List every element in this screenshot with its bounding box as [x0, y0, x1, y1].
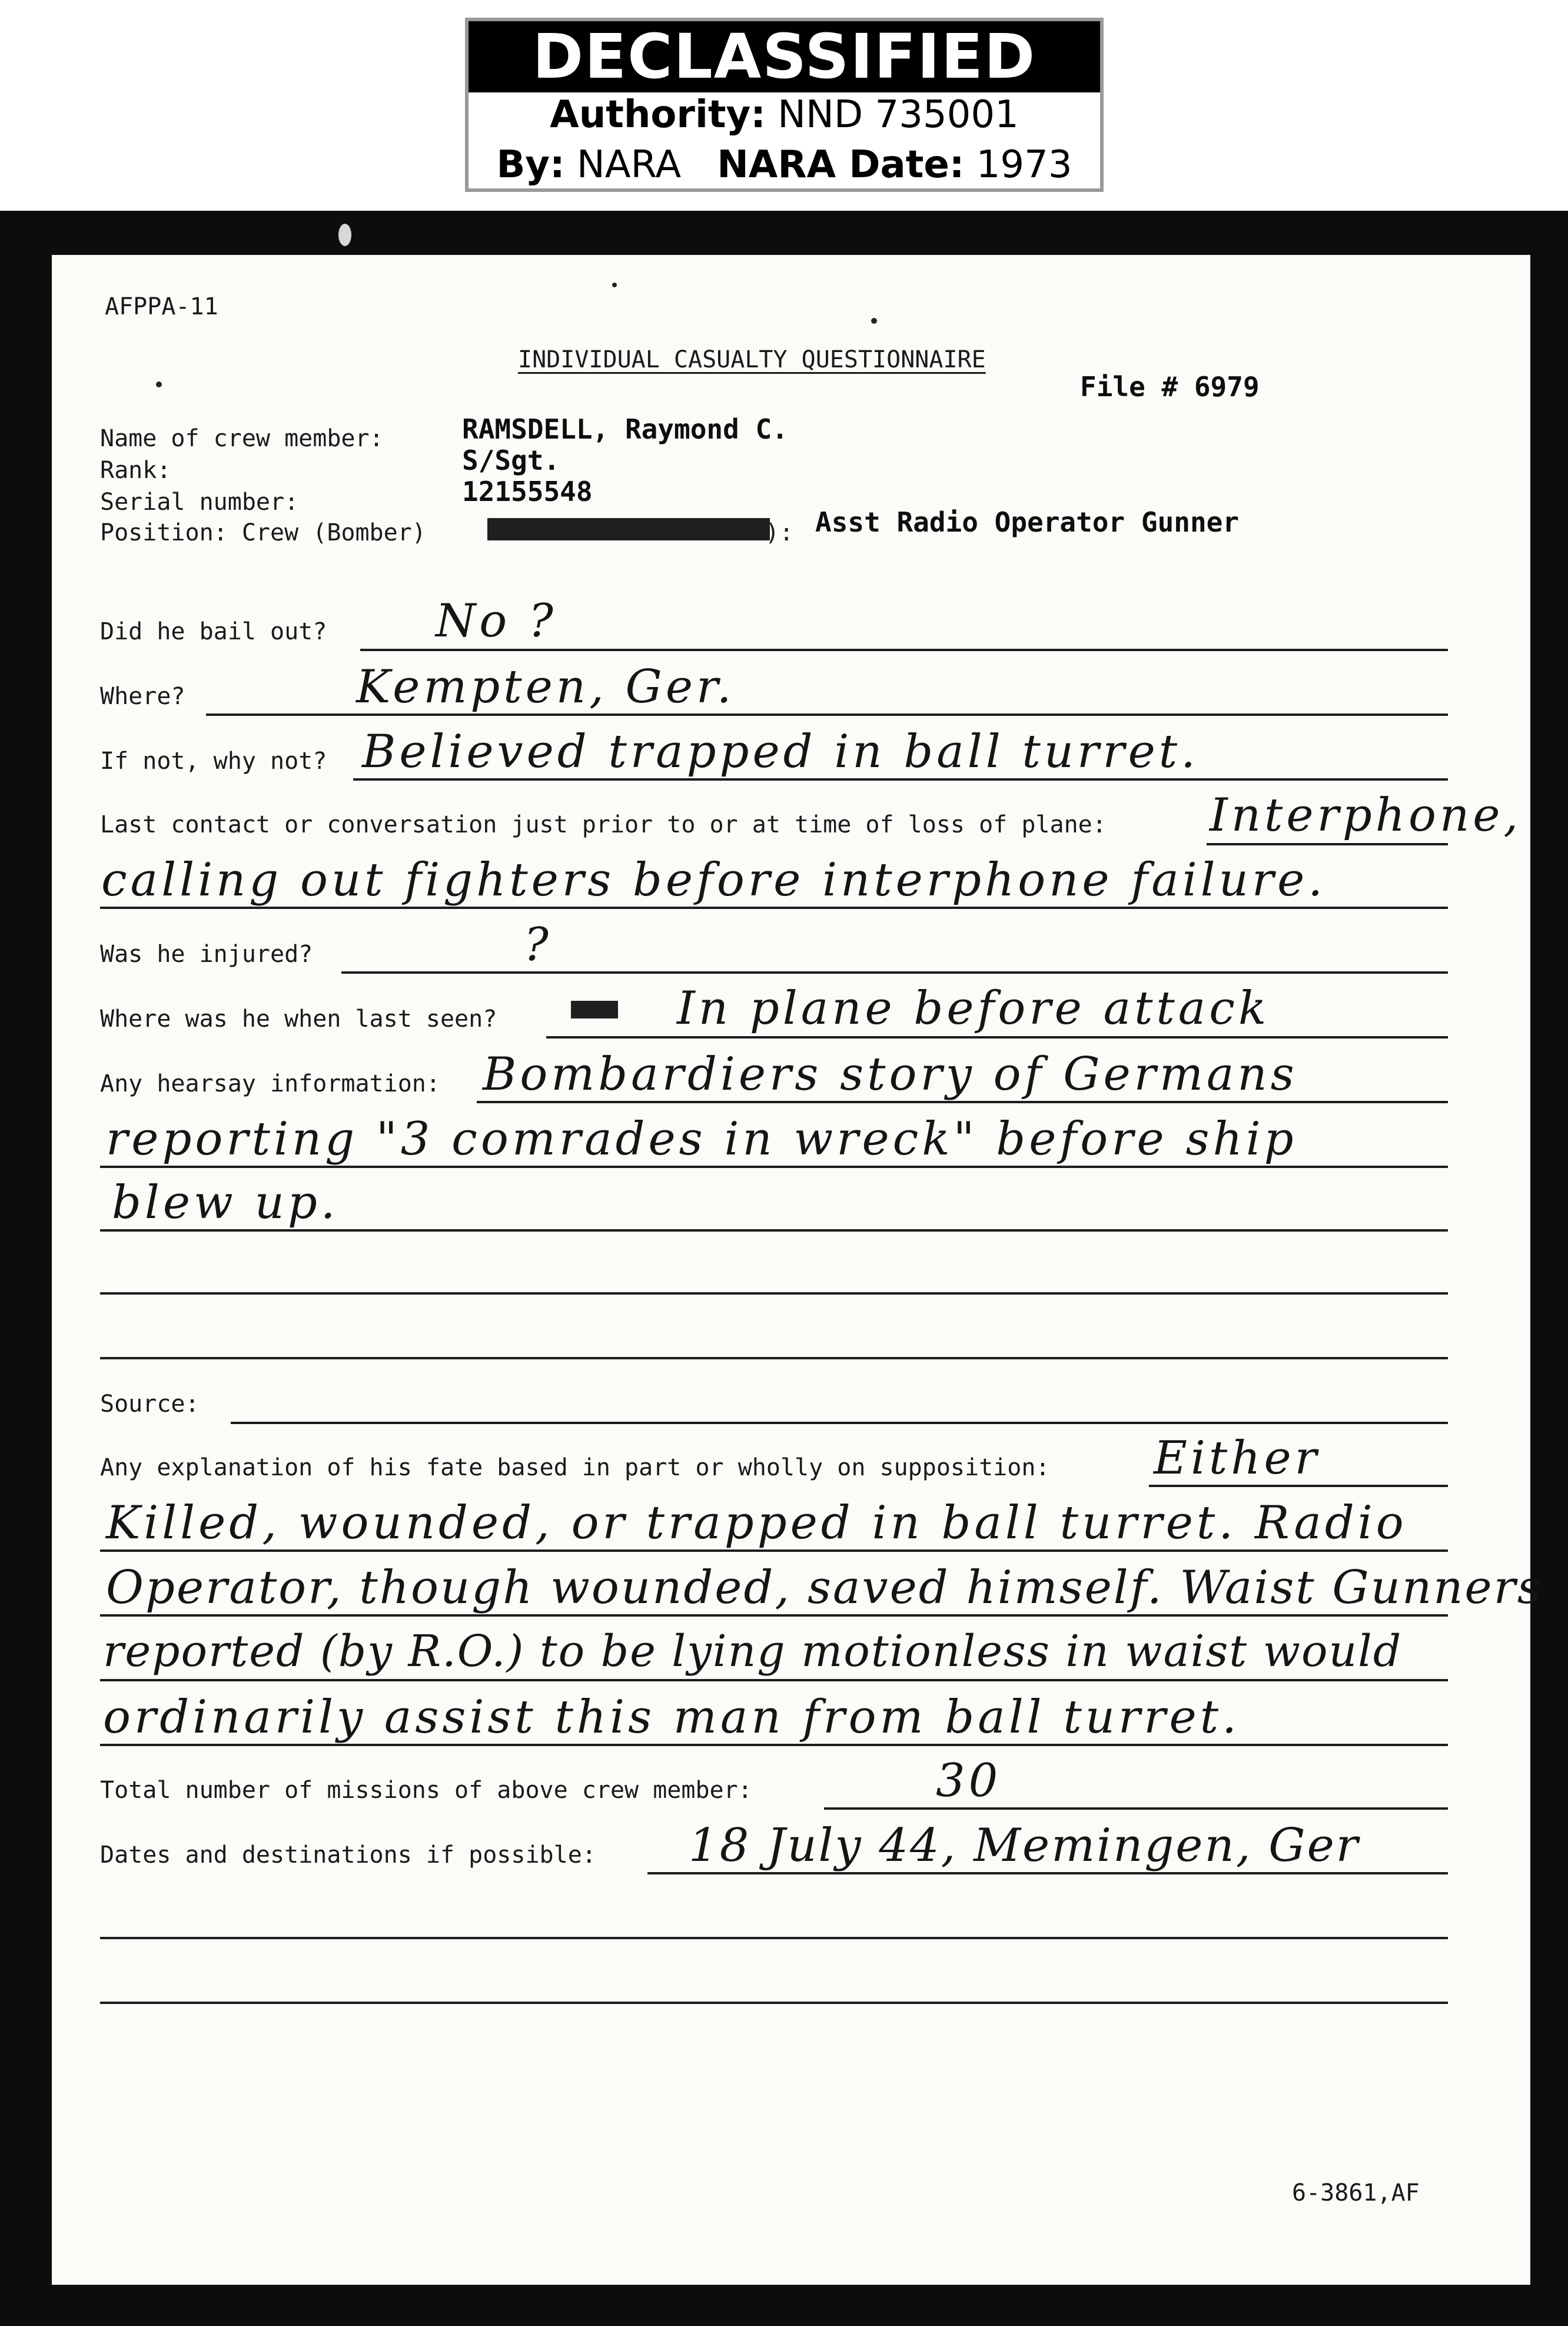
hearsay-line-2 — [100, 1166, 1448, 1168]
scan-speck — [156, 381, 162, 387]
last-contact-answer-1: Interphone, — [1210, 789, 1522, 842]
dates-line — [647, 1872, 1448, 1874]
injured-answer: ? — [524, 918, 552, 971]
stamp-authority-line — [469, 93, 1100, 137]
hearsay-answer-2: reporting "3 comrades in wreck" before ship — [106, 1113, 1297, 1166]
injured-line — [341, 971, 1448, 974]
scribbled-out-mark — [571, 1001, 618, 1018]
explanation-answer-3: Operator, though wounded, saved himself. Waist Gunners — [106, 1561, 1543, 1614]
where-label: Where? — [100, 683, 185, 710]
explanation-line-5 — [100, 1744, 1448, 1746]
form-id: AFPPA-11 — [105, 293, 218, 320]
stamp-authority-label: Authority: — [550, 93, 766, 137]
last-seen-line — [546, 1036, 1448, 1038]
hearsay-label: Any hearsay information: — [100, 1070, 440, 1097]
explanation-line-1 — [1149, 1485, 1448, 1487]
last-contact-line-2 — [100, 907, 1448, 909]
where-answer: Kempten, Ger. — [356, 661, 735, 714]
serial-label: Serial number: — [100, 489, 299, 516]
explanation-answer-5: ordinarily assist this man from ball turret. — [103, 1691, 1240, 1744]
where-line — [206, 714, 1448, 716]
explanation-line-3 — [100, 1614, 1448, 1617]
position-suffix: ): — [765, 519, 794, 546]
file-number: File # 6979 — [1080, 371, 1260, 403]
scan-speck — [338, 224, 351, 246]
why-not-answer: Believed trapped in ball turret. — [362, 725, 1199, 778]
source-label: Source: — [100, 1391, 200, 1418]
rank-value: S/Sgt. — [462, 444, 560, 476]
serial-value: 12155548 — [462, 476, 593, 507]
stamp-by-value: NARA — [576, 143, 682, 187]
missions-answer: 30 — [936, 1754, 1002, 1807]
last-contact-label: Last contact or conversation just prior to or at time of loss of plane: — [100, 811, 1107, 838]
blank-line — [100, 1292, 1448, 1295]
stamp-date-label: NARA Date: — [717, 143, 965, 187]
last-seen-answer: In plane before attack — [677, 982, 1270, 1035]
bail-out-answer: No ? — [436, 595, 557, 648]
source-line — [231, 1422, 1448, 1424]
missions-label: Total number of missions of above crew member: — [100, 1777, 752, 1804]
hearsay-answer-3: blew up. — [112, 1176, 339, 1229]
last-seen-label: Where was he when last seen? — [100, 1006, 497, 1033]
why-not-line — [353, 778, 1448, 781]
blank-line — [100, 1357, 1448, 1359]
scan-speck — [612, 283, 617, 287]
why-not-label: If not, why not? — [100, 748, 327, 775]
footer-form-code: 6-3861,AF — [1292, 2179, 1420, 2206]
struck-out-text — [487, 518, 770, 540]
last-contact-line-1 — [1207, 843, 1448, 845]
stamp-authority-value: NND 735001 — [778, 93, 1019, 137]
dates-label: Dates and destinations if possible: — [100, 1841, 596, 1869]
name-label: Name of crew member: — [100, 425, 384, 452]
last-contact-answer-2: calling out fighters before interphone failure. — [101, 854, 1327, 907]
dates-answer: 18 July 44, Memingen, Ger — [689, 1819, 1360, 1872]
explanation-answer-2: Killed, wounded, or trapped in ball turret. Radio — [106, 1497, 1407, 1549]
bail-out-line — [360, 649, 1448, 651]
declassified-stamp — [465, 18, 1104, 192]
hearsay-answer-1: Bombardiers story of Germans — [483, 1048, 1298, 1101]
explanation-line-2 — [100, 1549, 1448, 1552]
form-title: INDIVIDUAL CASUALTY QUESTIONNAIRE — [518, 346, 986, 373]
form-paper — [52, 255, 1530, 2285]
missions-line — [824, 1807, 1448, 1810]
explanation-label: Any explanation of his fate based in part or wholly on supposition: — [100, 1454, 1050, 1481]
name-value: RAMSDELL, Raymond C. — [462, 413, 788, 445]
explanation-line-4 — [100, 1679, 1448, 1681]
rank-label: Rank: — [100, 457, 171, 484]
stamp-date-value: 1973 — [976, 143, 1072, 187]
stamp-by-label: By: — [496, 143, 565, 187]
hearsay-line-1 — [477, 1101, 1448, 1103]
position-label: Position: Crew (Bomber) — [100, 519, 426, 546]
bail-out-label: Did he bail out? — [100, 618, 327, 645]
hearsay-line-3 — [100, 1229, 1448, 1232]
explanation-answer-4: reported (by R.O.) to be lying motionless in waist would — [103, 1626, 1403, 1677]
explanation-answer-1: Either — [1154, 1432, 1320, 1485]
position-value: Asst Radio Operator Gunner — [815, 506, 1240, 538]
stamp-title: DECLASSIFIED — [469, 21, 1100, 92]
blank-line — [100, 1937, 1448, 1939]
scan-speck — [871, 318, 877, 324]
injured-label: Was he injured? — [100, 941, 313, 968]
blank-line — [100, 2002, 1448, 2004]
stamp-by-line — [469, 143, 1100, 187]
